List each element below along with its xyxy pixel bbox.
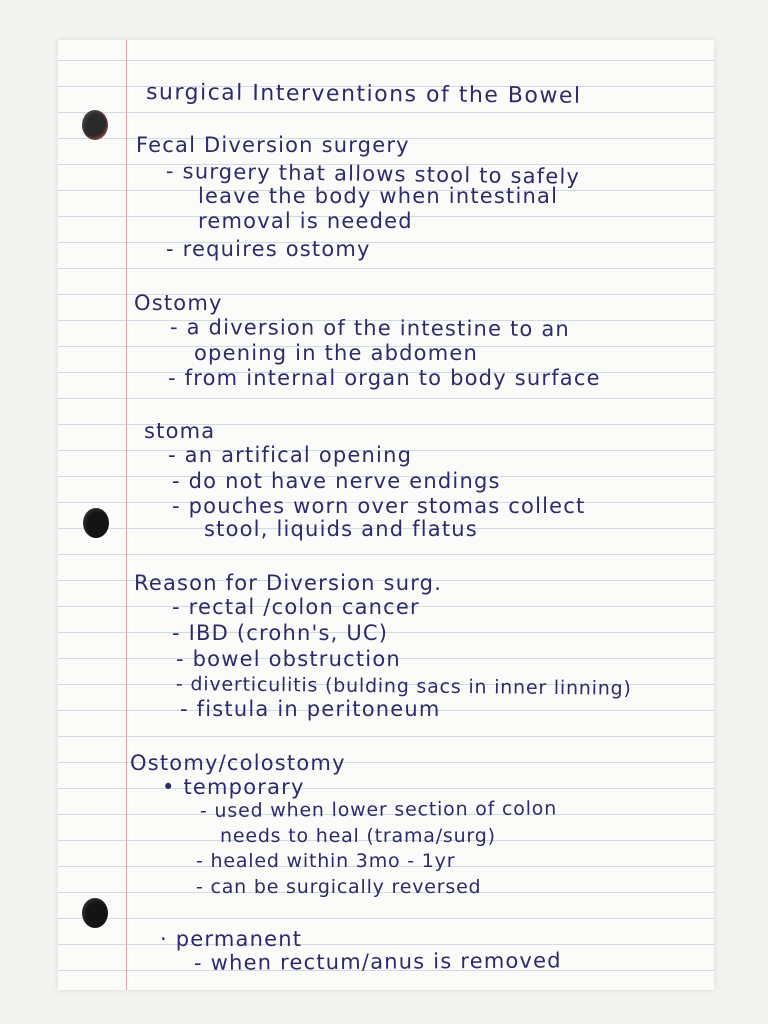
section-heading: Fecal Diversion surgery [136, 133, 410, 157]
note-line: - from internal organ to body surface [168, 366, 601, 390]
section-heading: stoma [144, 419, 216, 443]
punch-hole [82, 110, 108, 140]
note-line: opening in the abdomen [194, 341, 478, 365]
note-line: - requires ostomy [166, 237, 371, 261]
ruled-line [58, 736, 714, 737]
ruled-line [58, 268, 714, 269]
ruled-line [58, 918, 714, 919]
note-line: - bowel obstruction [176, 647, 401, 671]
note-line: - pouches worn over stomas collect [172, 494, 586, 518]
note-line: - diverticulitis (bulding sacs in inner linning) [175, 673, 632, 700]
ruled-line [58, 788, 714, 789]
note-line: - can be surgically reversed [196, 876, 482, 898]
punch-hole [82, 898, 108, 928]
note-line: removal is needed [198, 209, 413, 233]
note-line: needs to heal (trama/surg) [220, 825, 496, 847]
note-line: - healed within 3mo - 1yr [196, 850, 456, 872]
note-line: stool, liquids and flatus [204, 517, 478, 541]
note-line: - an artifical opening [168, 443, 413, 467]
note-line: - surgery that allows stool to safely [165, 159, 581, 189]
note-line: - do not have nerve endings [172, 469, 501, 493]
ruled-line [58, 112, 714, 113]
ruled-line [58, 60, 714, 61]
ruled-line [58, 398, 714, 399]
sub-heading: · permanent [160, 927, 303, 951]
note-line: - a diversion of the intestine to an [169, 315, 571, 342]
sub-heading: • temporary [162, 775, 305, 799]
notebook-sheet [58, 40, 714, 990]
punch-hole [83, 508, 109, 538]
note-line: leave the body when intestinal [198, 184, 559, 208]
note-line: - when rectum/anus is removed [193, 948, 562, 975]
note-line: - IBD (crohn's, UC) [172, 621, 389, 645]
red-margin-line [126, 40, 127, 990]
ruled-line [58, 242, 714, 243]
ruled-line [58, 944, 714, 945]
note-line: - rectal /colon cancer [172, 595, 420, 619]
ruled-line [58, 554, 714, 555]
note-line: - used when lower section of colon [199, 797, 558, 822]
section-heading: Reason for Diversion surg. [134, 571, 443, 595]
section-heading: Ostomy [134, 291, 223, 315]
note-line: - fistula in peritoneum [180, 697, 441, 721]
page-title: surgical Interventions of the Bowel [145, 80, 582, 109]
section-heading: Ostomy/colostomy [130, 751, 346, 775]
